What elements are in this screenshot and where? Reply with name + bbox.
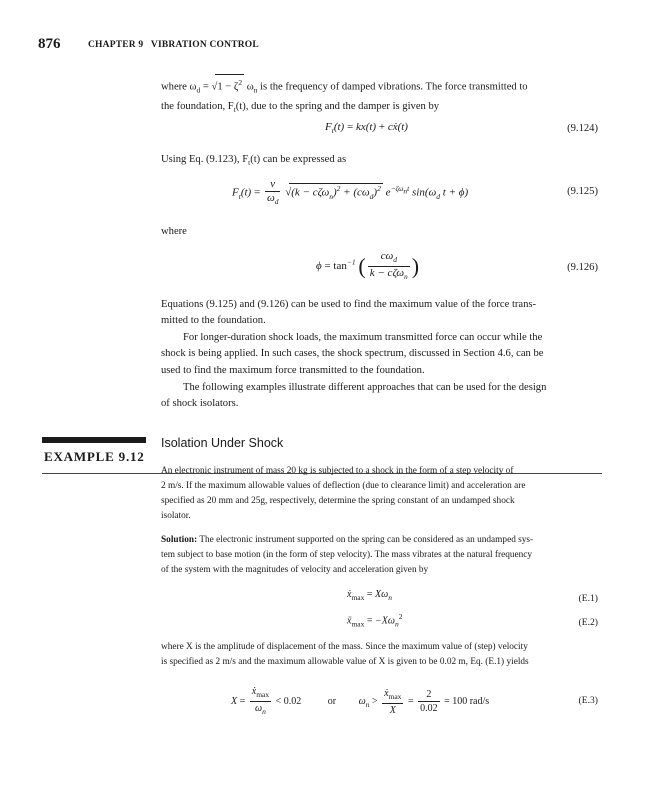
problem-statement: An electronic instrument of mass 20 kg is subjected to a shock in the form of a step velocity of 2 m/s. If the maximum allowable values of deflection (due to clearance limit) and acceleration are specified as 20 mm and 25g, respectively, determine the spring constant of an undamped shock isolator. [161, 466, 526, 521]
paragraph: where $\omega_d = √1 - \zeta^2$ $\omega_n$ is the frequency of damped vibrations. The force transmitted to the foundation, $F_t(t)$, due to the spring and the damper is given by [161, 74, 601, 119]
equation-label: (E.1) [578, 593, 598, 604]
running-header: CHAPTER 9 VIBRATION CONTROL [88, 40, 259, 50]
page-number: 876 [38, 36, 61, 52]
equation-9-125: $F_t(t)$ = $\frac{v}{\omega_d}$ $√(k - c\zeta\omega_n)^2 + (c\omega_d)^2$ $e^{-\zeta\omega_nt}$ $\sin(\omega_d$ t + ϕ) [232, 178, 469, 207]
equation-e1: ẋ$_{max}$ = $X\omega_n$ [347, 589, 392, 602]
paragraph: For longer-duration shock loads, the maximum transmitted force can occur while the shock is being applied. In such cases, the shock spectrum, discussed in Section 4.6, can be used to find the maximum force transmitted to the foundation. [161, 332, 544, 376]
example-title: Isolation Under Shock [161, 436, 284, 450]
equation-9-124: $F_t(t) = kx(t)$ + cẋ(t) [325, 121, 408, 136]
equation-9-126: $\phi = \tan^{-1}$ ( $\frac{c\omega_d}{k - c\zeta\omega_n}$ ) [316, 250, 420, 282]
equation-label: (9.126) [567, 262, 598, 273]
paragraph: The following examples illustrate different approaches that can be used for the design of shock isolators. [161, 382, 547, 410]
paragraph: Using Eq. (9.123), $F_t(t)$ can be expressed as [161, 154, 347, 168]
equation-e3: X = $\frac{ẋ_{max}}{\omega_n}$ < 0.02 or $\omega_n$ > $\frac{ẋ_{max}}{X}$ = $\frac{2}{0.02}$ = 100 rad/s [231, 686, 490, 716]
solution-text: Solution: The electronic instrument supported on the spring can be considered as an undamped sys- tem subject to base motion (in the form of step velocity). The mass vibrates at the natural frequency of the system with the magnitudes of velocity and acceleration given by [161, 535, 534, 575]
paragraph: where [161, 226, 187, 237]
equation-label: (E.3) [578, 695, 598, 706]
example-label: EXAMPLE 9.12 [44, 449, 145, 464]
example-bar [42, 437, 146, 443]
equation-e2: ẍ$_{max}$ = $-X\omega_n^2$ [347, 612, 403, 629]
equation-label: (9.125) [567, 186, 598, 197]
equation-label: (9.124) [567, 123, 598, 134]
equation-label: (E.2) [578, 617, 598, 628]
paragraph: Equations (9.125) and (9.126) can be used to find the maximum value of the force trans- mitted to the foundation. [161, 299, 537, 327]
solution-text: where X is the amplitude of displacement of the mass. Since the maximum value of (step) velocity is specified as 2 m/s and the maximum allowable value of X is given to be 0.02 m, Eq. (E.1) yields [161, 642, 529, 667]
